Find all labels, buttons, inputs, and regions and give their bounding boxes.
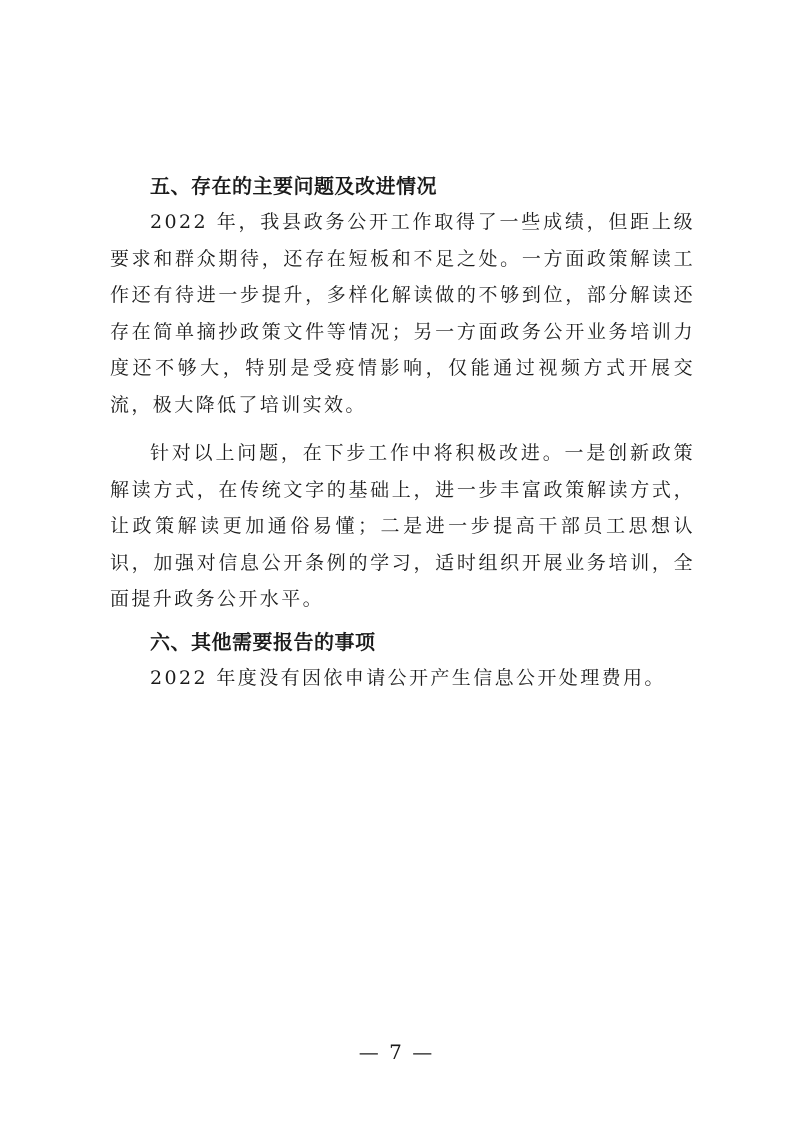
paragraph-other-matters: 2022 年度没有因依申请公开产生信息公开处理费用。 xyxy=(150,666,666,689)
paragraph-problems: 2022 年，我县政务公开工作取得了一些成绩，但距上级要求和群众期待，还存在短板和不足之处。一方面政策解读工作还有待进一步提升，多样化解读做的不够到位，部分解读还存在简单摘抄政策文件等情况；另一方面政务公开业务培训力度还不够大，特别是受疫情影响，仅能通过视频方式开展交流，极大降低了培训实效。 xyxy=(110,211,695,416)
section-heading-other-matters: 六、其他需要报告的事项 xyxy=(150,629,376,654)
paragraph-improvements: 针对以上问题，在下步工作中将积极改进。一是创新政策解读方式，在传统文字的基础上，进一步丰富政策解读方式，让政策解读更加通俗易懂；二是进一步提高干部员工思想认识，加强对信息公开条例的学习，适时组织开展业务培训，全面提升政务公开水平。 xyxy=(110,442,695,610)
section-heading-problems: 五、存在的主要问题及改进情况 xyxy=(150,174,437,198)
page-number: — 7 — xyxy=(358,1040,435,1064)
page-content xyxy=(110,168,695,696)
